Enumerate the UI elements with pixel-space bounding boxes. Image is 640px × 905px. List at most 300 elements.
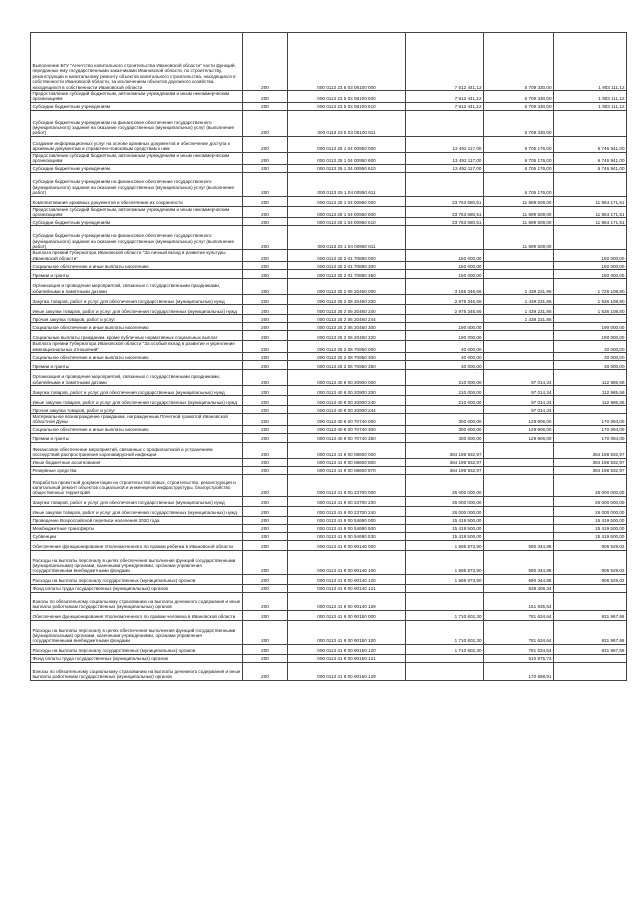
row-unexecuted-amount: 170 094,00: [554, 425, 627, 433]
row-budget-code: 000 0113 23 5 03 08100 000: [288, 33, 406, 91]
table-row: [31, 584, 627, 592]
row-name: Расходы на выплаты персоналу в целях обеспечения выполнения функций государственными (муниципальными) органами, казенными учреждениями, органами управления государственными внебюджетными фондами: [31, 550, 243, 574]
row-executed-amount: [484, 506, 554, 516]
row-approved-amount: 1 595 873,90: [406, 550, 484, 574]
row-approved-amount: 210 000,00: [406, 396, 484, 406]
row-executed-amount: 781 634,64: [484, 610, 554, 620]
table-row: [31, 110, 627, 136]
row-unexecuted-amount: 170 094,00: [554, 414, 627, 426]
row-name: Фонд оплаты труда государственных (муниципальных) органов: [31, 654, 243, 662]
row-line-code: 200: [243, 474, 288, 496]
row-line-code: 200: [243, 414, 288, 426]
row-unexecuted-amount: 905 529,02: [554, 540, 627, 550]
row-name: Проведение Всероссийской переписи населения 2020 года: [31, 516, 243, 524]
row-unexecuted-amount: 931 967,66: [554, 644, 627, 654]
row-executed-amount: 781 634,64: [484, 644, 554, 654]
row-unexecuted-amount: [554, 592, 627, 610]
table-row: [31, 206, 627, 218]
row-name: Разработка проектной документации на строительство новых, строительство, реконструкция и капитальный ремонт объектов социальной и инженерной инфраструктуры, благоустройство общественных территорий: [31, 474, 243, 496]
row-executed-amount: 781 634,64: [484, 620, 554, 644]
row-name: Премии и гранты: [31, 270, 243, 279]
row-unexecuted-amount: 170 094,00: [554, 433, 627, 442]
table-row: [31, 262, 627, 270]
row-executed-amount: 97 014,34: [484, 370, 554, 386]
row-unexecuted-amount: 6 746 941,00: [554, 136, 627, 152]
row-budget-code: 000 0113 25 2 06 20460 200: [288, 295, 406, 305]
row-approved-amount: 2 975 346,66: [406, 295, 484, 305]
row-budget-code: 000 0113 41 9 00 54690 500: [288, 524, 406, 532]
table-row: [31, 524, 627, 532]
row-name: Социальное обеспечение и иные выплаты населению: [31, 425, 243, 433]
row-budget-code: 000 0113 25 1 04 00960 610: [288, 218, 406, 226]
row-approved-amount: 26 000 000,00: [406, 496, 484, 506]
table-row: [31, 425, 627, 433]
row-executed-amount: 170 658,91: [484, 662, 554, 680]
row-unexecuted-amount: 1 903 111,12: [554, 91, 627, 103]
row-approved-amount: 300 000,00: [406, 433, 484, 442]
row-line-code: 200: [243, 136, 288, 152]
row-approved-amount: 190 000,00: [406, 323, 484, 331]
row-name: Социальное обеспечение и иные выплаты населению: [31, 353, 243, 361]
table-row: [31, 620, 627, 644]
row-budget-code: 000 0113 25 2 01 70880 300: [288, 262, 406, 270]
row-name: Фонд оплаты труда государственных (муниципальных) органов: [31, 584, 243, 592]
row-approved-amount: 23 763 680,51: [406, 218, 484, 226]
table-row: [31, 550, 627, 574]
row-budget-code: 000 0113 41 9 00 90140 000: [288, 540, 406, 550]
row-approved-amount: [406, 110, 484, 136]
row-line-code: 200: [243, 506, 288, 516]
row-unexecuted-amount: 26 000 000,00: [554, 506, 627, 516]
row-name: Обеспечение функционирования Уполномоченного по правам ребенка в Ивановской области: [31, 540, 243, 550]
row-budget-code: 000 0113 40 9 00 70740 000: [288, 414, 406, 426]
row-executed-amount: 690 344,88: [484, 550, 554, 574]
row-budget-code: 000 0113 41 9 00 23700 200: [288, 496, 406, 506]
row-line-code: 200: [243, 323, 288, 331]
row-approved-amount: 2 975 346,66: [406, 305, 484, 315]
row-line-code: 200: [243, 496, 288, 506]
row-name: Межбюджетные трансферты: [31, 524, 243, 532]
row-name: Иные закупки товаров, работ и услуг для обеспечения государственных (муниципальных) нужд: [31, 305, 243, 315]
row-unexecuted-amount: 11 864 171,51: [554, 206, 627, 218]
row-unexecuted-amount: 905 529,02: [554, 550, 627, 574]
row-approved-amount: 300 000,00: [406, 425, 484, 433]
table-row: [31, 540, 627, 550]
row-name: Социальное обеспечение и иные выплаты населению: [31, 262, 243, 270]
row-name: Обеспечение функционирования Уполномоченного по правам человека в Ивановской области: [31, 610, 243, 620]
table-row: [31, 33, 627, 91]
row-executed-amount: 129 906,00: [484, 425, 554, 433]
row-executed-amount: 1 439 231,86: [484, 305, 554, 315]
row-name: Расходы на выплаты персоналу в целях обеспечения выполнения функций государственными (муниципальными) органами, казенными учреждениями, органами управления государственными внебюджетными фондами: [31, 620, 243, 644]
row-name: Прочая закупка товаров, работ и услуг: [31, 315, 243, 323]
row-approved-amount: 1 595 873,90: [406, 540, 484, 550]
table-row: [31, 250, 627, 262]
row-executed-amount: 1 439 231,86: [484, 279, 554, 295]
row-name: Субсидии бюджетным учреждениям на финансовое обеспечение государственного (муниципального) задания на оказание государственных (муниципальных) услуг (выполнение работ): [31, 110, 243, 136]
row-name: Субсидии бюджетным учреждениям: [31, 164, 243, 172]
row-unexecuted-amount: 1 536 108,80: [554, 295, 627, 305]
row-approved-amount: [406, 654, 484, 662]
row-budget-code: 000 0113 25 2 06 70950 300: [288, 353, 406, 361]
row-unexecuted-amount: 15 419 500,00: [554, 516, 627, 524]
table-row: [31, 644, 627, 654]
row-approved-amount: 3 165 346,66: [406, 279, 484, 295]
row-name: Субсидии бюджетным учреждениям: [31, 102, 243, 110]
row-budget-code: 000 0113 41 9 00 23700 240: [288, 506, 406, 516]
row-approved-amount: 364 198 932,97: [406, 442, 484, 458]
row-unexecuted-amount: 150 000,00: [554, 250, 627, 262]
row-budget-code: 000 0113 41 9 00 90150 129: [288, 662, 406, 680]
row-approved-amount: 7 612 441,12: [406, 91, 484, 103]
table-row: [31, 442, 627, 458]
row-name: Комплектование архивных документов и обеспечение их сохранности: [31, 196, 243, 206]
row-name: Выплата премии Губернатора Ивановской области "За особый вклад в развитие и укрепление межнациональных отношений": [31, 341, 243, 353]
row-approved-amount: 40 000,00: [406, 353, 484, 361]
row-unexecuted-amount: 150 000,00: [554, 270, 627, 279]
row-line-code: 200: [243, 654, 288, 662]
row-budget-code: 000 0113 40 9 00 20900 200: [288, 386, 406, 396]
row-line-code: 200: [243, 574, 288, 584]
table-row: [31, 102, 627, 110]
row-unexecuted-amount: [554, 406, 627, 414]
table-row: [31, 315, 627, 323]
row-budget-code: 000 0113 25 1 04 00960 600: [288, 206, 406, 218]
row-line-code: 200: [243, 206, 288, 218]
row-unexecuted-amount: 905 529,02: [554, 574, 627, 584]
row-executed-amount: [484, 516, 554, 524]
row-budget-code: 000 0113 25 2 06 20460 320: [288, 331, 406, 341]
row-name: Иные закупки товаров, работ и услуг для обеспечения государственных (муниципальных) нужд: [31, 506, 243, 516]
row-line-code: 200: [243, 540, 288, 550]
budget-table: [30, 32, 627, 681]
row-approved-amount: 190 000,00: [406, 331, 484, 341]
row-executed-amount: 6 705 176,00: [484, 136, 554, 152]
row-budget-code: 000 0113 23 5 03 08100 610: [288, 102, 406, 110]
row-line-code: 200: [243, 524, 288, 532]
row-unexecuted-amount: [554, 110, 627, 136]
table-row: [31, 466, 627, 474]
row-executed-amount: [484, 270, 554, 279]
row-approved-amount: 26 000 000,00: [406, 474, 484, 496]
row-executed-amount: 5 709 330,00: [484, 91, 554, 103]
row-executed-amount: [484, 341, 554, 353]
row-unexecuted-amount: 931 967,66: [554, 620, 627, 644]
row-name: Премии и гранты: [31, 433, 243, 442]
row-executed-amount: 6 705 176,00: [484, 164, 554, 172]
row-executed-amount: [484, 496, 554, 506]
row-line-code: 200: [243, 353, 288, 361]
table-row: [31, 226, 627, 250]
row-line-code: 200: [243, 102, 288, 110]
row-line-code: 200: [243, 458, 288, 466]
budget-table-body: [31, 33, 627, 681]
table-row: [31, 172, 627, 196]
row-approved-amount: [406, 315, 484, 323]
row-approved-amount: 13 492 117,00: [406, 164, 484, 172]
row-budget-code: 000 0113 25 2 06 70950 350: [288, 361, 406, 370]
row-approved-amount: 7 612 441,12: [406, 102, 484, 110]
row-name: Закупка товаров, работ и услуг для обеспечения государственных (муниципальных) нужд: [31, 295, 243, 305]
row-approved-amount: 1 710 602,30: [406, 610, 484, 620]
row-budget-code: 000 0113 41 9 00 90150 100: [288, 620, 406, 644]
row-unexecuted-amount: 1 903 111,12: [554, 102, 627, 110]
row-name: Субсидии бюджетным учреждениям: [31, 218, 243, 226]
row-line-code: 200: [243, 226, 288, 250]
row-budget-code: 000 0113 41 9 00 90150 121: [288, 654, 406, 662]
row-name: Иные закупки товаров, работ и услуг для обеспечения государственных (муниципальных) нужд: [31, 396, 243, 406]
row-executed-amount: [484, 250, 554, 262]
row-budget-code: 000 0113 25 2 01 70880 350: [288, 270, 406, 279]
row-unexecuted-amount: 40 000,00: [554, 341, 627, 353]
table-row: [31, 295, 627, 305]
row-approved-amount: 210 000,00: [406, 386, 484, 396]
row-line-code: 200: [243, 279, 288, 295]
row-approved-amount: 1 595 873,90: [406, 574, 484, 584]
row-line-code: 200: [243, 532, 288, 540]
row-unexecuted-amount: [554, 315, 627, 323]
row-approved-amount: [406, 172, 484, 196]
row-name: Предоставление субсидий бюджетным, автономным учреждениям и иным некоммерческим организациям: [31, 152, 243, 164]
row-budget-code: 000 0113 41 9 00 90140 120: [288, 574, 406, 584]
row-name: Организация и проведение мероприятий, связанных с государственными праздниками, юбилейными и памятными датами: [31, 279, 243, 295]
table-row: [31, 662, 627, 680]
row-executed-amount: [484, 524, 554, 532]
row-name: Социальные выплаты гражданам, кроме публичных нормативных социальных выплат: [31, 331, 243, 341]
row-unexecuted-amount: 112 985,66: [554, 370, 627, 386]
table-row: [31, 361, 627, 370]
table-row: [31, 474, 627, 496]
row-budget-code: 000 0113 25 1 04 00950 000: [288, 136, 406, 152]
row-executed-amount: 97 014,34: [484, 396, 554, 406]
row-unexecuted-amount: 931 967,66: [554, 610, 627, 620]
row-unexecuted-amount: [554, 662, 627, 680]
table-row: [31, 279, 627, 295]
row-approved-amount: [406, 592, 484, 610]
table-row: [31, 196, 627, 206]
row-unexecuted-amount: 40 000,00: [554, 361, 627, 370]
row-executed-amount: [484, 532, 554, 540]
row-name: Иные бюджетные ассигнования: [31, 458, 243, 466]
row-line-code: 200: [243, 270, 288, 279]
row-executed-amount: 97 014,34: [484, 386, 554, 396]
row-unexecuted-amount: 112 985,66: [554, 386, 627, 396]
row-line-code: 200: [243, 91, 288, 103]
row-budget-code: 000 0113 40 9 00 70740 300: [288, 425, 406, 433]
row-budget-code: 000 0113 41 9 00 08600 800: [288, 458, 406, 466]
row-budget-code: 000 0113 41 9 00 23700 000: [288, 474, 406, 496]
row-executed-amount: [484, 442, 554, 458]
row-line-code: 200: [243, 396, 288, 406]
row-name: Выполнение БГУ "Агентство капитального строительства Ивановской области" части функций, переданных ему государственными заказчиками Ивановской области, по строительству, реконструкции и капитальному ремонту объектов капитального строительства, находящихся в собственности Ивановской области, за исключением объектов дорожного хозяйства, находящихся в собственности Ивановской области: [31, 33, 243, 91]
row-line-code: 200: [243, 610, 288, 620]
row-budget-code: 000 0113 25 2 01 70880 000: [288, 250, 406, 262]
table-row: [31, 136, 627, 152]
row-approved-amount: 364 198 932,97: [406, 458, 484, 466]
row-approved-amount: 23 763 680,51: [406, 206, 484, 218]
row-budget-code: 000 0113 25 2 06 70950 000: [288, 341, 406, 353]
table-row: [31, 91, 627, 103]
row-name: Премии и гранты: [31, 361, 243, 370]
row-executed-amount: 129 906,00: [484, 433, 554, 442]
row-executed-amount: 5 709 330,00: [484, 102, 554, 110]
row-executed-amount: 97 014,34: [484, 406, 554, 414]
row-line-code: 200: [243, 592, 288, 610]
row-approved-amount: 23 763 680,51: [406, 196, 484, 206]
row-executed-amount: 11 899 509,00: [484, 218, 554, 226]
table-row: [31, 164, 627, 172]
row-executed-amount: 5 709 330,00: [484, 110, 554, 136]
row-budget-code: 000 0113 23 5 03 08100 611: [288, 110, 406, 136]
row-unexecuted-amount: 26 000 000,00: [554, 496, 627, 506]
row-executed-amount: 129 906,00: [484, 414, 554, 426]
row-approved-amount: 150 000,00: [406, 270, 484, 279]
row-budget-code: 000 0113 41 9 00 54690 530: [288, 532, 406, 540]
row-unexecuted-amount: 1 536 108,80: [554, 305, 627, 315]
row-approved-amount: 15 419 500,00: [406, 524, 484, 532]
row-unexecuted-amount: [554, 654, 627, 662]
row-budget-code: 000 0113 25 2 06 20460 244: [288, 315, 406, 323]
row-line-code: 200: [243, 331, 288, 341]
row-executed-amount: 6 705 176,00: [484, 172, 554, 196]
row-name: Создание информационных услуг на основе архивных документов и обеспечение доступа к архивным документам и справочно-поисковым средствам к ним: [31, 136, 243, 152]
row-budget-code: 000 0113 41 9 00 54690 000: [288, 516, 406, 524]
row-budget-code: 000 0113 25 2 06 20460 240: [288, 305, 406, 315]
row-line-code: 200: [243, 172, 288, 196]
row-line-code: 200: [243, 305, 288, 315]
row-unexecuted-amount: 11 864 171,51: [554, 218, 627, 226]
table-row: [31, 654, 627, 662]
row-approved-amount: 150 000,00: [406, 250, 484, 262]
row-unexecuted-amount: 364 198 932,97: [554, 442, 627, 458]
row-budget-code: 000 0113 41 9 00 90150 120: [288, 644, 406, 654]
table-row: [31, 305, 627, 315]
table-row: [31, 270, 627, 279]
table-row: [31, 152, 627, 164]
table-row: [31, 496, 627, 506]
row-name: Выплата премий Губернатора Ивановской области "За личный вклад в развитие культуры Ивановской области": [31, 250, 243, 262]
row-line-code: 200: [243, 620, 288, 644]
row-executed-amount: [484, 466, 554, 474]
row-line-code: 200: [243, 644, 288, 654]
row-approved-amount: 364 198 932,97: [406, 466, 484, 474]
row-unexecuted-amount: [554, 172, 627, 196]
table-row: [31, 396, 627, 406]
row-executed-amount: [484, 262, 554, 270]
row-unexecuted-amount: 1 903 111,12: [554, 33, 627, 91]
row-unexecuted-amount: 40 000,00: [554, 353, 627, 361]
row-budget-code: 000 0113 25 1 04 00950 610: [288, 164, 406, 172]
row-name: Взносы по обязательному социальному страхованию на выплаты денежного содержания и иные выплаты работникам государственных (муниципальных) органов: [31, 662, 243, 680]
row-executed-amount: 690 344,88: [484, 540, 554, 550]
row-line-code: 200: [243, 361, 288, 370]
table-row: [31, 323, 627, 331]
row-approved-amount: 1 710 602,30: [406, 620, 484, 644]
row-approved-amount: 7 612 441,12: [406, 33, 484, 91]
row-executed-amount: [484, 474, 554, 496]
row-line-code: 200: [243, 662, 288, 680]
row-executed-amount: [484, 323, 554, 331]
row-name: Прочая закупка товаров, работ и услуг: [31, 406, 243, 414]
row-approved-amount: 15 419 500,00: [406, 516, 484, 524]
table-row: [31, 506, 627, 516]
row-unexecuted-amount: [554, 226, 627, 250]
row-unexecuted-amount: 364 198 932,97: [554, 458, 627, 466]
row-approved-amount: [406, 662, 484, 680]
row-budget-code: 000 0113 23 5 03 08100 600: [288, 91, 406, 103]
row-line-code: 200: [243, 341, 288, 353]
row-budget-code: 000 0113 40 9 00 20900 244: [288, 406, 406, 414]
row-line-code: 200: [243, 110, 288, 136]
row-unexecuted-amount: 364 198 932,97: [554, 466, 627, 474]
row-executed-amount: 5 709 330,00: [484, 33, 554, 91]
row-approved-amount: 13 492 117,00: [406, 152, 484, 164]
row-line-code: 200: [243, 550, 288, 574]
row-line-code: 200: [243, 516, 288, 524]
table-row: [31, 433, 627, 442]
row-budget-code: 000 0113 25 2 06 20460 000: [288, 279, 406, 295]
row-unexecuted-amount: 112 985,66: [554, 396, 627, 406]
row-line-code: 200: [243, 433, 288, 442]
row-name: Организация и проведение мероприятий, связанных с государственными праздниками, юбилейными и памятными датами: [31, 370, 243, 386]
row-name: Предоставление субсидий бюджетным, автономным учреждениям и иным некоммерческим организациям: [31, 206, 243, 218]
row-executed-amount: 690 344,88: [484, 574, 554, 584]
row-approved-amount: [406, 406, 484, 414]
row-budget-code: 000 0113 25 2 06 20460 300: [288, 323, 406, 331]
row-unexecuted-amount: 6 746 941,00: [554, 152, 627, 164]
row-executed-amount: [484, 361, 554, 370]
row-budget-code: 000 0113 40 9 00 70740 350: [288, 433, 406, 442]
row-budget-code: 000 0113 40 9 00 20900 240: [288, 396, 406, 406]
row-executed-amount: 151 935,54: [484, 592, 554, 610]
row-line-code: 200: [243, 295, 288, 305]
row-name: Закупка товаров, работ и услуг для обеспечения государственных (муниципальных) нужд: [31, 496, 243, 506]
row-budget-code: 000 0113 41 9 00 90150 000: [288, 610, 406, 620]
row-line-code: 200: [243, 406, 288, 414]
table-row: [31, 218, 627, 226]
row-unexecuted-amount: 6 746 941,00: [554, 164, 627, 172]
row-approved-amount: 13 492 117,00: [406, 136, 484, 152]
row-executed-amount: 538 409,34: [484, 584, 554, 592]
row-line-code: 200: [243, 442, 288, 458]
row-executed-amount: 1 439 231,86: [484, 295, 554, 305]
table-row: [31, 406, 627, 414]
table-row: [31, 516, 627, 524]
row-executed-amount: [484, 353, 554, 361]
table-row: [31, 458, 627, 466]
row-line-code: 200: [243, 33, 288, 91]
row-line-code: 200: [243, 425, 288, 433]
row-name: Резервные средства: [31, 466, 243, 474]
row-name: Социальное обеспечение и иные выплаты населению: [31, 323, 243, 331]
row-line-code: 200: [243, 370, 288, 386]
row-budget-code: 000 0113 41 9 00 08600 000: [288, 442, 406, 458]
row-line-code: 200: [243, 196, 288, 206]
row-unexecuted-amount: 190 000,00: [554, 331, 627, 341]
row-line-code: 200: [243, 164, 288, 172]
row-unexecuted-amount: 150 000,00: [554, 262, 627, 270]
row-line-code: 200: [243, 584, 288, 592]
row-approved-amount: [406, 584, 484, 592]
row-name: Финансовое обеспечение мероприятий, связанных с профилактикой и устранением последствий распространения коронавирусной инфекции: [31, 442, 243, 458]
row-name: Субвенции: [31, 532, 243, 540]
row-unexecuted-amount: 15 419 500,00: [554, 532, 627, 540]
row-line-code: 200: [243, 386, 288, 396]
table-row: [31, 592, 627, 610]
row-approved-amount: 26 000 000,00: [406, 506, 484, 516]
row-line-code: 200: [243, 466, 288, 474]
row-line-code: 200: [243, 250, 288, 262]
